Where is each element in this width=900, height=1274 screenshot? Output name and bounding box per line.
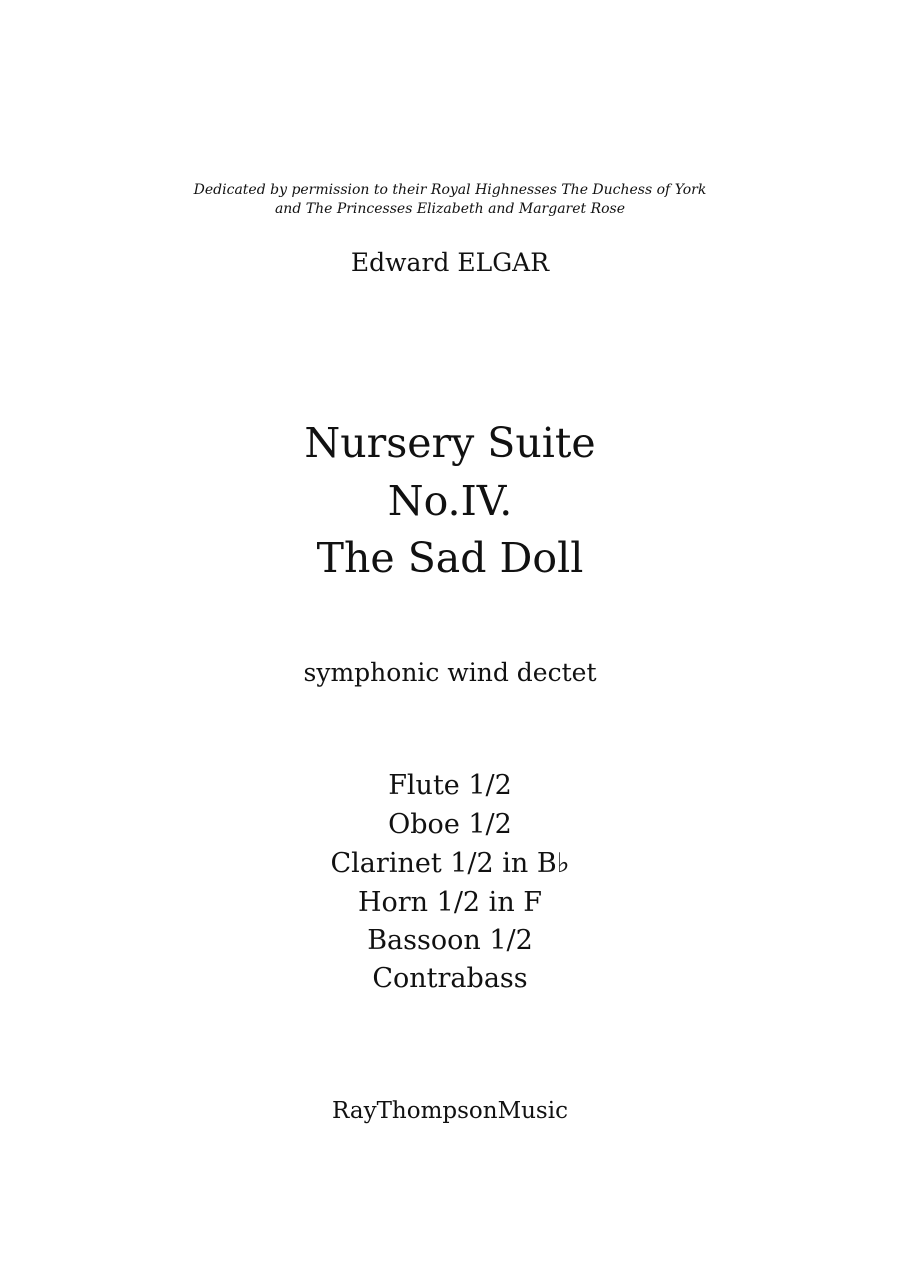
- title-line-1: Nursery Suite: [304, 419, 596, 467]
- instrument-item: Flute 1/2: [388, 770, 512, 801]
- composer-name: Edward ELGAR: [350, 248, 550, 277]
- ensemble-subtitle: symphonic wind dectet: [303, 658, 597, 687]
- instrument-item: Horn 1/2 in F: [357, 887, 543, 918]
- title-line-3: The Sad Doll: [316, 534, 584, 582]
- instrument-item: Clarinet 1/2 in B♭: [330, 848, 570, 879]
- instrument-item: Oboe 1/2: [388, 809, 512, 840]
- instrument-item: Contrabass: [372, 963, 528, 994]
- dedication-line-2: and The Princesses Elizabeth and Margaret Rose: [274, 201, 626, 217]
- publisher-name: RayThompsonMusic: [332, 1098, 568, 1124]
- dedication-line-1: Dedicated by permission to their Royal Highnesses The Duchess of York: [193, 182, 707, 198]
- instrument-item: Bassoon 1/2: [367, 925, 533, 956]
- title-line-2: No.IV.: [387, 477, 513, 525]
